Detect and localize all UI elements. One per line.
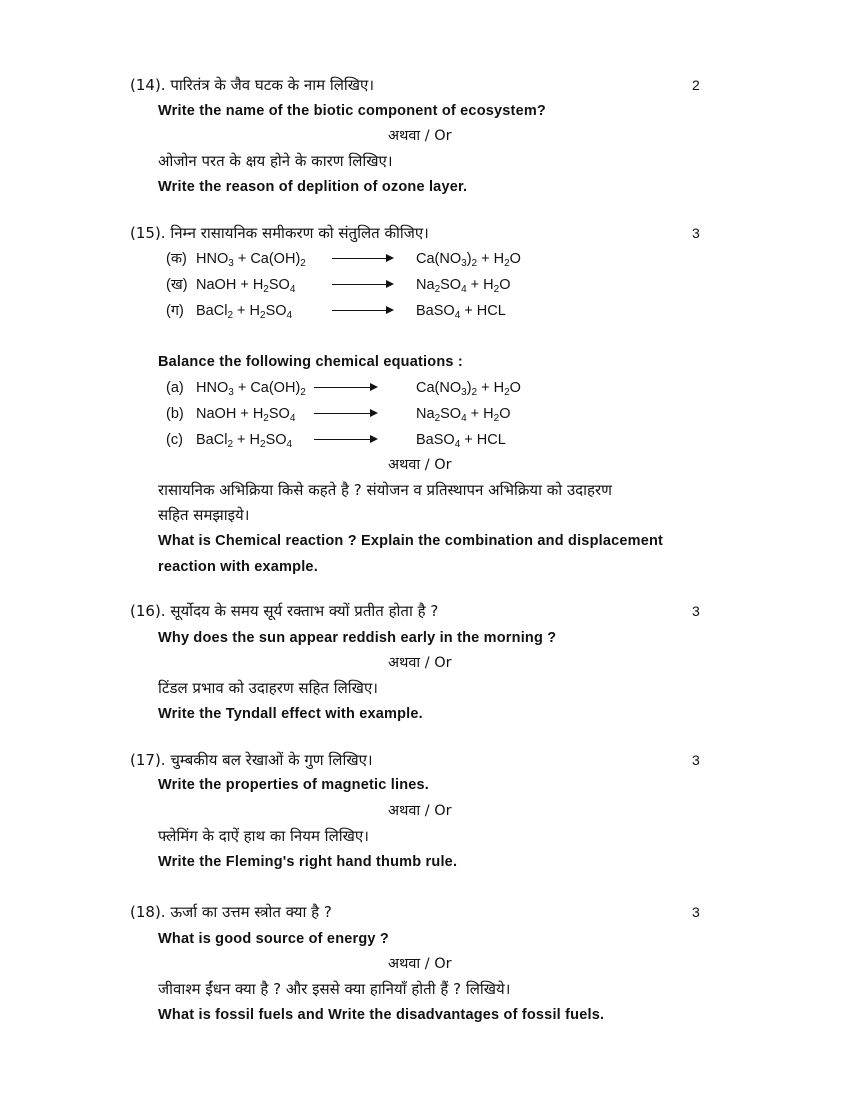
arrow-icon xyxy=(314,387,376,388)
alternate-english-line-2: reaction with example. xyxy=(158,559,318,575)
equation-label: (ख) xyxy=(166,277,188,293)
arrow-icon xyxy=(314,413,376,414)
equation-row xyxy=(166,404,511,424)
marks: 3 xyxy=(692,904,700,920)
products: $Ca(NO_3)_2 + H_2O$ xyxy=(416,380,521,398)
or-separator: अथवा / Or xyxy=(388,128,452,144)
reactants: $HNO_3 + Ca(OH)_2$ xyxy=(196,380,306,398)
question-number: (15). xyxy=(130,224,166,242)
alternate-english: Write the Fleming's right hand thumb rule. xyxy=(158,854,458,870)
question-15 xyxy=(130,223,429,243)
alternate-hindi: टिंडल प्रभाव को उदाहरण सहित लिखिए। xyxy=(158,679,378,697)
alternate-english-line-1: What is Chemical reaction ? Explain the combination and displacement xyxy=(158,533,664,549)
question-number: (18). xyxy=(130,903,166,921)
products: $Na_2SO_4 + H_2O$ xyxy=(416,277,511,295)
alternate-english: What is fossil fuels and Write the disadvantages of fossil fuels. xyxy=(158,1007,605,1023)
reactants: NaOH + $H_2SO_4$ xyxy=(196,406,296,424)
question-hindi: सूर्योदय के समय सूर्य रक्ताभ क्यों प्रतीत होता है ? xyxy=(170,602,439,620)
or-separator: अथवा / Or xyxy=(388,655,452,671)
question-english: Write the name of the biotic component of ecosystem? xyxy=(158,103,546,119)
question-english: Balance the following chemical equations : xyxy=(158,354,463,370)
alternate-english: Write the reason of deplition of ozone layer. xyxy=(158,179,468,195)
question-number: (16). xyxy=(130,602,166,620)
products: $Na_2SO_4 + H_2O$ xyxy=(416,406,511,424)
alternate-hindi: जीवाश्म ईंधन क्या है ? और इससे क्या हानियाँ होती हैं ? लिखिये। xyxy=(158,980,511,998)
equation-label: (a) xyxy=(166,380,184,396)
question-16 xyxy=(130,601,438,621)
equation-label: (c) xyxy=(166,432,183,448)
question-hindi: ऊर्जा का उत्तम स्त्रोत क्या है ? xyxy=(170,903,332,921)
alternate-hindi: फ्लेमिंग के दाऐं हाथ का नियम लिखिए। xyxy=(158,827,369,845)
equation-label: (क) xyxy=(166,251,187,267)
question-number: (14). xyxy=(130,76,166,94)
marks: 3 xyxy=(692,752,700,768)
marks: 3 xyxy=(692,225,700,241)
marks: 3 xyxy=(692,603,700,619)
question-18 xyxy=(130,902,332,922)
equation-label: (ग) xyxy=(166,303,184,319)
question-english: Why does the sun appear reddish early in the morning ? xyxy=(158,630,557,646)
alternate-hindi: ओजोन परत के क्षय होने के कारण लिखिए। xyxy=(158,152,393,170)
reactants: NaOH + $H_2SO_4$ xyxy=(196,277,296,295)
products: BaSO$_4$ + HCL xyxy=(416,303,506,321)
arrow-icon xyxy=(332,310,392,311)
or-separator: अथवा / Or xyxy=(388,457,452,473)
question-english: What is good source of energy ? xyxy=(158,931,389,947)
arrow-icon xyxy=(332,258,392,259)
arrow-icon xyxy=(332,284,392,285)
marks: 2 xyxy=(692,77,700,93)
equation-row xyxy=(166,430,506,450)
question-hindi: पारितंत्र के जैव घटक के नाम लिखिए। xyxy=(170,76,375,94)
equation-row xyxy=(166,249,521,269)
question-14 xyxy=(130,75,374,95)
reactants: BaCl$_2$ + $H_2SO_4$ xyxy=(196,303,293,321)
products: $Ca(NO_3)_2 + H_2O$ xyxy=(416,251,521,269)
equation-row xyxy=(166,378,521,398)
alternate-english: Write the Tyndall effect with example. xyxy=(158,706,423,722)
question-hindi: निम्न रासायनिक समीकरण को संतुलित कीजिए। xyxy=(170,224,429,242)
question-17 xyxy=(130,750,373,770)
question-number: (17). xyxy=(130,751,166,769)
products: BaSO$_4$ + HCL xyxy=(416,432,506,450)
reactants: $HNO_3 + Ca(OH)_2$ xyxy=(196,251,306,269)
question-english: Write the properties of magnetic lines. xyxy=(158,777,430,793)
alternate-hindi-line-2: सहित समझाइये। xyxy=(158,506,250,524)
alternate-hindi-line-1: रासायनिक अभिक्रिया किसे कहते है ? संयोजन व प्रतिस्थापन अभिक्रिया को उदाहरण xyxy=(158,481,612,499)
or-separator: अथवा / Or xyxy=(388,803,452,819)
or-separator: अथवा / Or xyxy=(388,956,452,972)
arrow-icon xyxy=(314,439,376,440)
question-hindi: चुम्बकीय बल रेखाओं के गुण लिखिए। xyxy=(170,751,373,769)
reactants: BaCl$_2$ + $H_2SO_4$ xyxy=(196,432,293,450)
equation-label: (b) xyxy=(166,406,184,422)
equation-row xyxy=(166,275,511,295)
equation-row xyxy=(166,301,506,321)
